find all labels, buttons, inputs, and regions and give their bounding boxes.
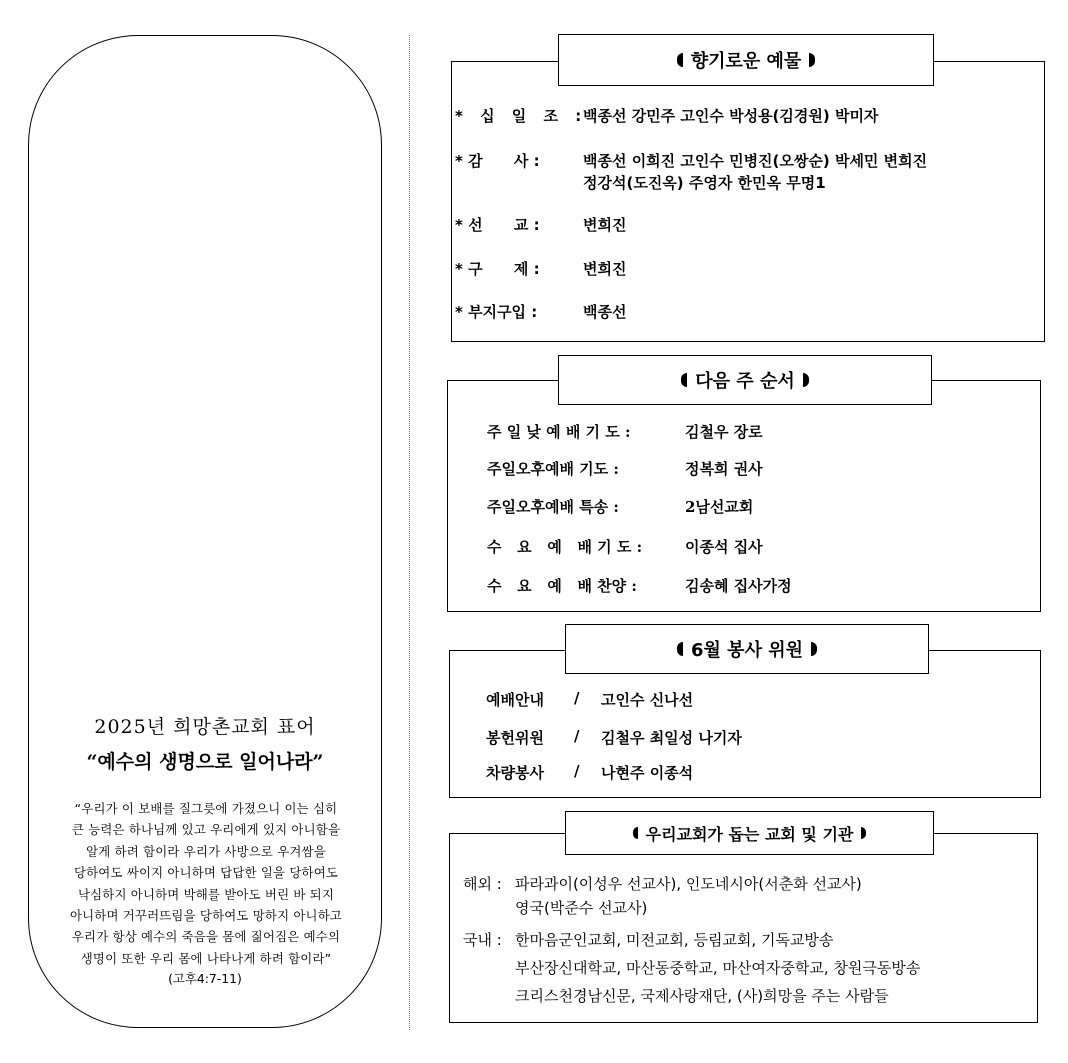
offering-label: * 부지구입 : bbox=[455, 303, 538, 321]
june-service-title bbox=[565, 624, 929, 674]
right-half-circle-icon bbox=[809, 53, 815, 67]
motto-year-line: 2025년 희망촌교회 표어 bbox=[94, 716, 316, 738]
left-half-circle-icon bbox=[677, 53, 683, 67]
service-names: 고인수 신나선 bbox=[601, 691, 694, 709]
offering-value: 백종선 이희진 고인수 민병진(오쌍순) 박세민 변희진 bbox=[583, 152, 928, 170]
motto-panel bbox=[28, 35, 382, 1028]
order-value: 2남선교회 bbox=[685, 498, 754, 516]
offering-value: 백종선 bbox=[583, 303, 627, 321]
next-order-title-text: 다음 주 순서 bbox=[695, 371, 795, 392]
overseas-line: 파라과이(이성우 선교사), 인도네시아(서춘화 선교사) bbox=[515, 875, 862, 893]
verse-line: 알게 하려 함이라 우리가 사방으로 우겨쌈을 bbox=[86, 843, 326, 859]
order-value: 정복희 권사 bbox=[685, 460, 763, 478]
service-separator: / bbox=[574, 689, 580, 707]
offering-value: 변희진 bbox=[583, 216, 627, 234]
left-half-circle-icon bbox=[633, 827, 638, 839]
verse-line: 낙심하지 아니하며 박해를 받아도 버린 바 되지 bbox=[77, 886, 335, 902]
right-half-circle-icon bbox=[811, 642, 817, 656]
domestic-label: 국내 : bbox=[463, 931, 502, 949]
overseas-label: 해외 : bbox=[463, 875, 502, 893]
verse-reference: (고후4:7-11) bbox=[168, 971, 242, 986]
offerings-title bbox=[558, 34, 934, 86]
verse-line: 큰 능력은 하나님께 있고 우리에게 있지 아니함을 bbox=[71, 822, 341, 838]
offering-label: * 구 제 : bbox=[455, 260, 540, 278]
order-value: 김철우 장로 bbox=[685, 423, 763, 441]
order-value: 이종석 집사 bbox=[685, 538, 763, 556]
service-role: 예배안내 bbox=[486, 691, 544, 709]
offerings-box bbox=[451, 61, 1045, 342]
service-names: 나현주 이종석 bbox=[601, 764, 694, 782]
domestic-line: 한마음군인교회, 미전교회, 등림교회, 기독교방송 bbox=[515, 931, 834, 949]
verse-line: 생명이 또한 우리 몸에 나타나게 하려 함이라” bbox=[80, 950, 332, 966]
service-names: 김철우 최일성 나기자 bbox=[601, 729, 742, 747]
service-role: 차량봉사 bbox=[486, 764, 544, 782]
order-label: 주일오후예배 특송 : bbox=[487, 498, 619, 516]
service-separator: / bbox=[574, 762, 580, 780]
order-value: 김송혜 집사가정 bbox=[685, 577, 792, 595]
supported-title-text: 우리교회가 돕는 교회 및 기관 bbox=[645, 824, 854, 844]
offering-label: * 감 사 : bbox=[455, 152, 540, 170]
offerings-title-text: 향기로운 예물 bbox=[690, 51, 802, 72]
offering-label: * 십 일 조 : bbox=[455, 107, 588, 125]
order-label: 수 요 예 배 기 도 : bbox=[487, 538, 643, 556]
service-role: 봉헌위원 bbox=[486, 729, 544, 747]
domestic-line: 부산장신대학교, 마산동중학교, 마산여자중학교, 창원극동방송 bbox=[515, 959, 921, 977]
next-order-title bbox=[558, 355, 932, 405]
offering-value: 변희진 bbox=[583, 260, 627, 278]
motto-title: “예수의 생명으로 일어나라” bbox=[86, 751, 324, 773]
domestic-line: 크리스천경남신문, 국제사랑재단, (사)희망을 주는 사람들 bbox=[515, 987, 889, 1005]
june-service-title-text: 6월 봉사 위원 bbox=[691, 640, 803, 661]
service-separator: / bbox=[574, 727, 580, 745]
offering-label: * 선 교 : bbox=[455, 216, 540, 234]
overseas-line: 영국(박준수 선교사) bbox=[515, 899, 648, 917]
order-label: 주 일 낮 예 배 기 도 : bbox=[487, 423, 631, 441]
left-half-circle-icon bbox=[681, 373, 687, 387]
verse-line: 당하여도 싸이지 아니하며 답답한 일을 당하여도 bbox=[73, 865, 339, 881]
verse-line: “우리가 이 보배를 질그릇에 가졌으니 이는 심히 bbox=[74, 801, 338, 816]
verse-line: 아니하며 거꾸러뜨림을 당하여도 망하지 아니하고 bbox=[69, 908, 343, 924]
left-half-circle-icon bbox=[677, 642, 683, 656]
order-label: 주일오후예배 기도 : bbox=[487, 460, 619, 478]
offering-value: 백종선 강민주 고인수 박성용(김경원) 박미자 bbox=[583, 107, 879, 125]
right-half-circle-icon bbox=[861, 827, 866, 839]
verse-line: 우리가 항상 예수의 죽음을 몸에 짊어짐은 예수의 bbox=[71, 929, 341, 945]
column-divider bbox=[409, 35, 410, 1030]
supported-title bbox=[565, 811, 934, 855]
right-half-circle-icon bbox=[803, 373, 809, 387]
bible-verse bbox=[47, 798, 365, 969]
offering-value: 정강석(도진옥) 주영자 한민옥 무명1 bbox=[583, 174, 826, 192]
order-label: 수 요 예 배 찬양 : bbox=[487, 577, 637, 595]
